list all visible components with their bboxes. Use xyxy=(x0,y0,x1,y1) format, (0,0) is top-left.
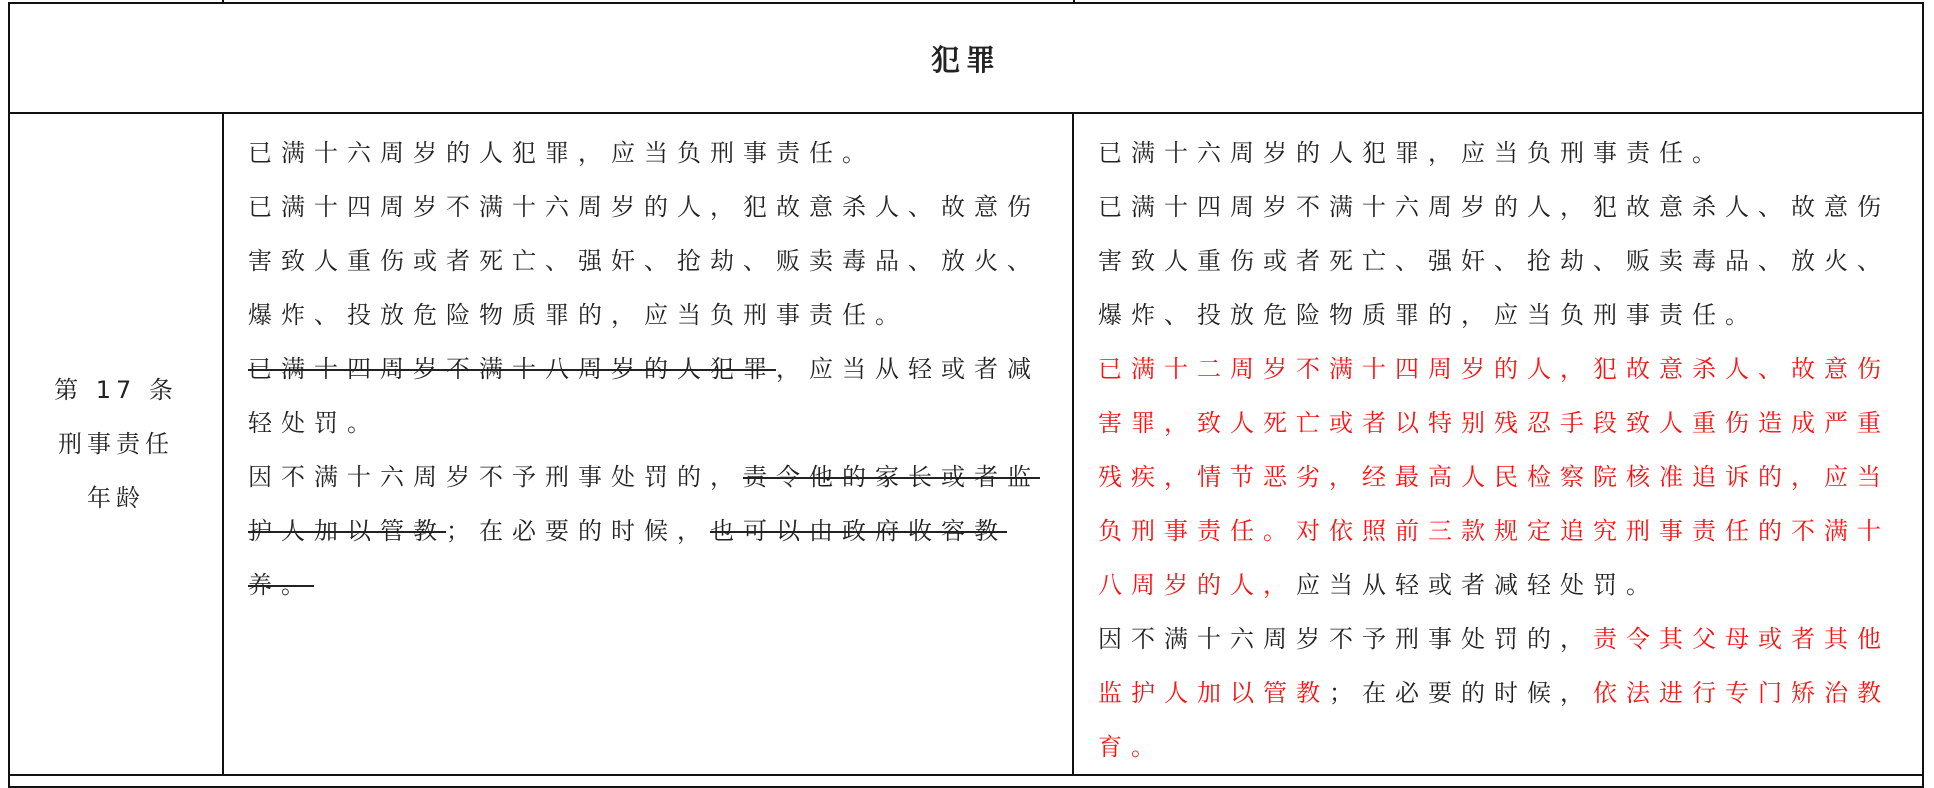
added-text: 已满十二周岁不满十四周岁的人，犯故意杀人、故意伤害罪，致人死亡或者以特别残忍手段致人重伤造成严重残疾，情节恶劣，经最高人民检察院核准追诉的，应当负刑事责任。对依照前三款规定追究刑事责任的不满十八周岁的人， xyxy=(1098,355,1890,599)
section-title: 犯罪 xyxy=(9,3,1923,113)
article-title: 刑事责任 xyxy=(58,430,174,458)
new-text xyxy=(1098,126,1898,774)
paragraph xyxy=(1098,612,1898,774)
paragraph xyxy=(1098,342,1898,612)
section-header-row xyxy=(9,3,1923,113)
text-segment: 因不满十六周岁不予刑事处罚的， xyxy=(248,463,743,491)
paragraph xyxy=(248,126,1048,180)
text-segment: ，应当从轻或者减轻处罚。 xyxy=(248,355,1040,437)
paragraph xyxy=(248,180,1048,342)
paragraph xyxy=(248,450,1048,612)
paragraph xyxy=(1098,126,1898,180)
article-title-cont: 年龄 xyxy=(87,484,145,512)
text-segment: 已满十六周岁的人犯罪，应当负刑事责任。 xyxy=(248,139,875,167)
deleted-text: 责令他的家长或者监护人加以管教 xyxy=(248,463,1040,545)
old-text xyxy=(248,126,1048,612)
text-segment: ；在必要的时候， xyxy=(446,517,710,545)
next-row xyxy=(9,775,1923,787)
law-comparison-table xyxy=(8,2,1924,788)
old-text-cell xyxy=(223,113,1073,775)
added-text: 依法进行专门矫治教育。 xyxy=(1098,679,1890,761)
paragraph xyxy=(1098,180,1898,342)
text-segment: 已满十四周岁不满十六周岁的人，犯故意杀人、故意伤害致人重伤或者死亡、强奸、抢劫、贩卖毒品、放火、爆炸、投放危险物质罪的，应当负刑事责任。 xyxy=(1098,193,1890,329)
text-segment: 已满十四周岁不满十六周岁的人，犯故意杀人、故意伤害致人重伤或者死亡、强奸、抢劫、贩卖毒品、放火、爆炸、投放危险物质罪的，应当负刑事责任。 xyxy=(248,193,1040,329)
added-text: 责令其父母或者其他监护人加以管教 xyxy=(1098,625,1890,707)
text-segment: 已满十六周岁的人犯罪，应当负刑事责任。 xyxy=(1098,139,1725,167)
table-row xyxy=(9,113,1923,775)
text-segment: 应当从轻或者减轻处罚。 xyxy=(1296,571,1659,599)
deleted-text: 已满十四周岁不满十八周岁的人犯罪 xyxy=(248,355,776,383)
paragraph xyxy=(248,342,1048,450)
deleted-text: 也可以由政府收容教养。 xyxy=(248,517,1007,599)
text-segment: 因不满十六周岁不予刑事处罚的， xyxy=(1098,625,1593,653)
article-number: 第 17 条 xyxy=(54,376,178,404)
new-text-cell xyxy=(1073,113,1923,775)
text-segment: ；在必要的时候， xyxy=(1329,679,1593,707)
article-cell xyxy=(9,113,223,775)
